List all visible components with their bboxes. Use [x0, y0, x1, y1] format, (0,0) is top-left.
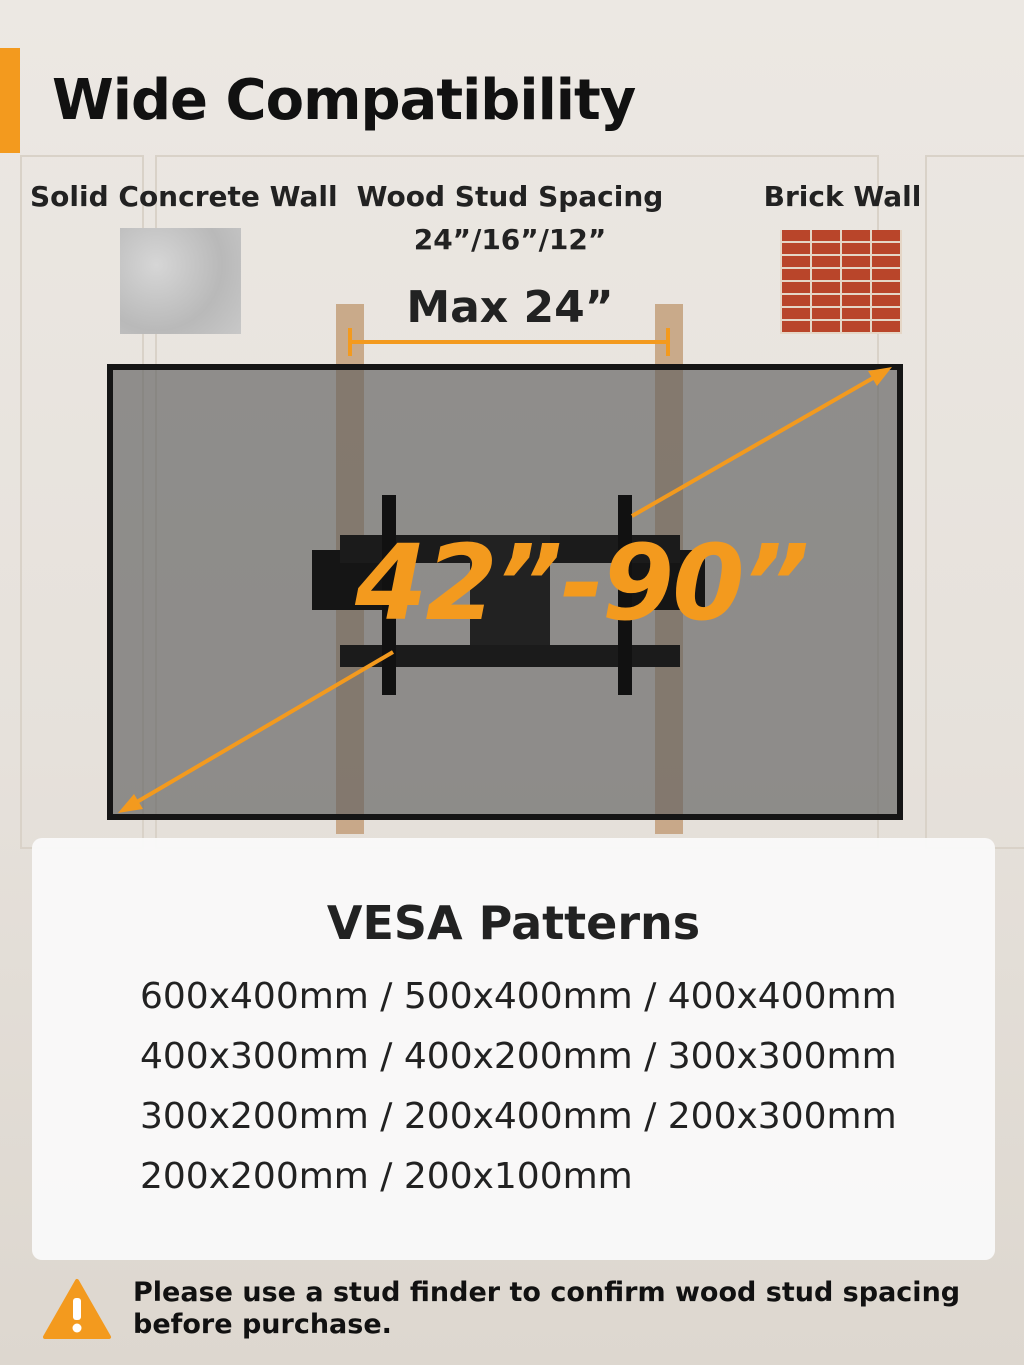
wood-stud-label: Wood Stud Spacing: [356, 180, 664, 213]
vesa-card: [32, 838, 995, 1260]
vesa-row: 400x300mm / 400x200mm / 300x300mm: [140, 1036, 897, 1077]
vesa-row: 600x400mm / 500x400mm / 400x400mm: [140, 976, 897, 1017]
tv-size-range: 42”-90”: [355, 522, 808, 644]
page-title: Wide Compatibility: [52, 68, 636, 133]
vesa-title: VESA Patterns: [326, 896, 701, 950]
vesa-row: 300x200mm / 200x400mm / 200x300mm: [140, 1096, 897, 1137]
wood-stud-spacing: 24”/16”/12”: [413, 223, 607, 256]
warning-icon: [42, 1278, 112, 1340]
vesa-row: 200x200mm / 200x100mm: [140, 1156, 633, 1197]
stud-finder-note: Please use a stud finder to confirm wood stud spacing before purchase.: [133, 1277, 961, 1341]
brick-wall-label: Brick Wall: [763, 180, 922, 213]
concrete-wall-label: Solid Concrete Wall: [30, 180, 338, 213]
max-spacing-label: Max 24”: [406, 282, 614, 333]
